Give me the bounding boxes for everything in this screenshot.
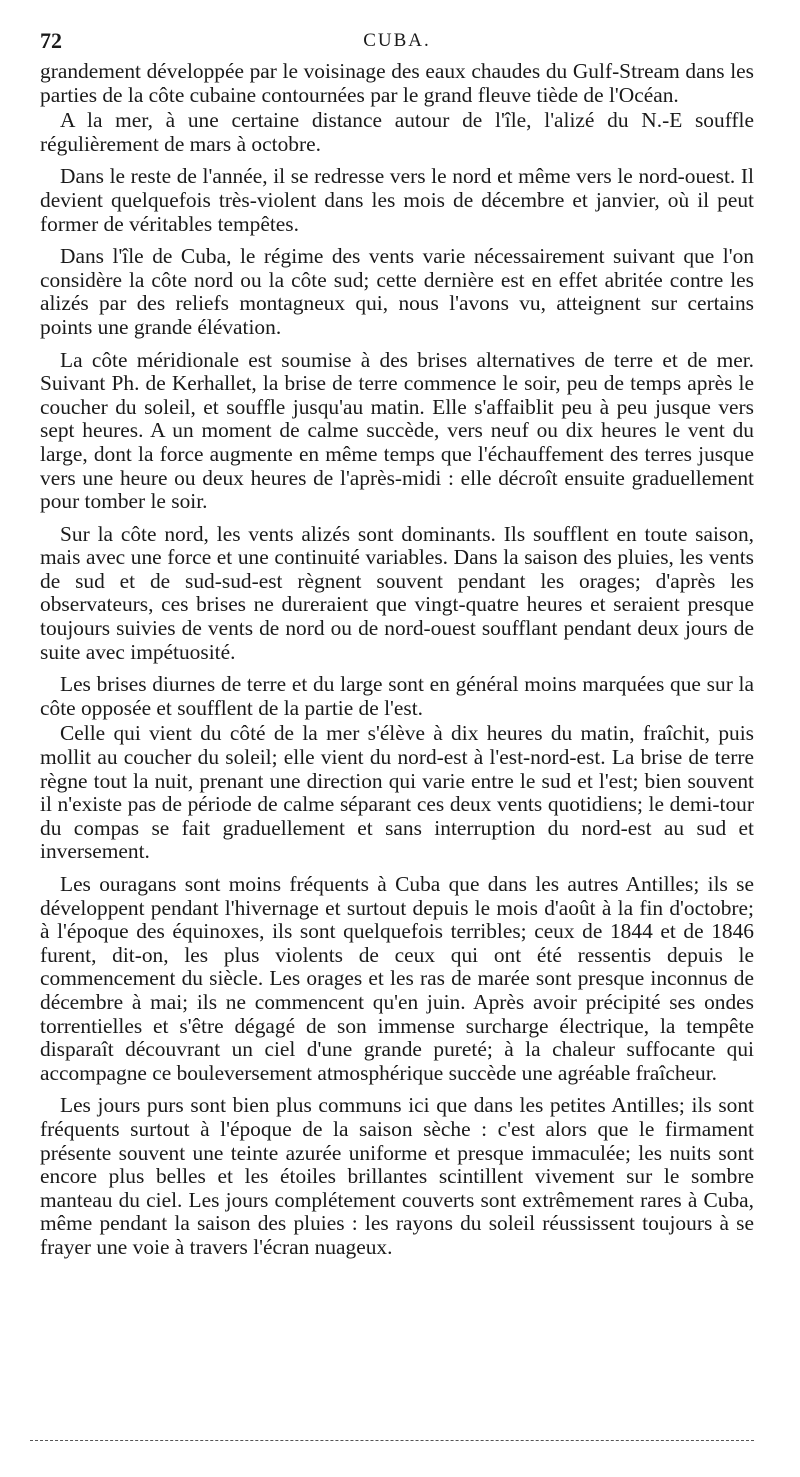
paragraph: A la mer, à une certaine distance autour de l'île, l'alizé du N.-E souffle régulièrement de mars à octobre. [40, 108, 754, 156]
paragraph: Celle qui vient du côté de la mer s'élève à dix heures du matin, fraîchit, puis mollit au coucher du soleil; elle vient du nord-est à l'est-nord-est. La brise de terre règne tout la nuit, prenant une direction qui varie entre le sud et l'est; bien souvent il n'existe pas de période de calme séparant ces deux vents quotidiens; le demi-tour du compas se fait graduellement et sans interruption du nord-est au sud et inversement. [40, 721, 754, 864]
body-text [40, 60, 754, 1260]
page-number: 72 [40, 28, 62, 53]
footer-rule [30, 1440, 754, 1441]
running-title: CUBA. [363, 30, 431, 51]
paragraph: Sur la côte nord, les vents alizés sont dominants. Ils soufflent en toute saison, mais avec une force et une continuité variables. Dans la saison des pluies, les vents de sud et de sud-sud-est règnent souvent pendant les orages; d'après les observateurs, ces brises ne dureraient que vingt-quatre heures et seraient presque toujours suivies de vents de nord ou de nord-ouest soufflant pendant deux jours de suite avec impétuosité. [40, 521, 754, 664]
paragraph: Dans l'île de Cuba, le régime des vents varie nécessairement suivant que l'on considère la côte nord ou la côte sud; cette dernière est en effet abritée contre les alizés par des reliefs montagneux qui, nous l'avons vu, atteignent sur certains points une grande élévation. [40, 244, 754, 339]
page-header [40, 28, 754, 60]
paragraph: Les ouragans sont moins fréquents à Cuba que dans les autres Antilles; ils se développent pendant l'hivernage et surtout depuis le mois d'août à la fin d'octobre; à l'époque des équinoxes, ils sont quelquefois terribles; ceux de 1844 et de 1846 furent, dit-on, les plus violents de ceux qui ont été ressentis depuis le commencement du siècle. Les orages et les ras de marée sont presque inconnus de décembre à mai; ils ne commencent qu'en juin. Après avoir précipité ses ondes torrentielles et s'être dégagé de son immense surcharge électrique, la tempête disparaît découvrant un ciel d'une grande pureté; à la chaleur suffocante qui accompagne ce bouleversement atmosphérique succède une agréable fraîcheur. [40, 872, 754, 1085]
paragraph: La côte méridionale est soumise à des brises alternatives de terre et de mer. Suivant Ph. de Kerhallet, la brise de terre commence le soir, peu de temps après le coucher du soleil, et souffle jusqu'au matin. Elle s'affaiblit peu à peu jusque vers sept heures. A un moment de calme succède, vers neuf ou dix heures le vent du large, dont la force augmente en même temps que l'échauffement des terres jusque vers une heure ou deux heures de l'après-midi : elle décroît ensuite graduellement pour tomber le soir. [40, 347, 754, 514]
paragraph: Dans le reste de l'année, il se redresse vers le nord et même vers le nord-ouest. Il devient quelquefois très-violent dans les mois de décembre et janvier, où il peut former de véritables tempêtes. [40, 164, 754, 236]
paragraph: Les brises diurnes de terre et du large sont en général moins marquées que sur la côte opposée et soufflent de la partie de l'est. [40, 672, 754, 720]
paragraph: Les jours purs sont bien plus communs ici que dans les petites Antilles; ils sont fréquents surtout à l'époque de la saison sèche : c'est alors que le firmament présente souvent une teinte azurée uniforme et presque immaculée; les nuits sont encore plus belles et les étoiles brillantes scintillent vivement sur le sombre manteau du ciel. Les jours complétement couverts sont extrêmement rares à Cuba, même pendant la saison des pluies : les rayons du soleil réussissent toujours à se frayer une voie à travers l'écran nuageux. [40, 1093, 754, 1259]
paragraph: grandement développée par le voisinage des eaux chaudes du Gulf-Stream dans les parties de la côte cubaine contournées par le grand fleuve tiède de l'Océan. [40, 59, 754, 107]
